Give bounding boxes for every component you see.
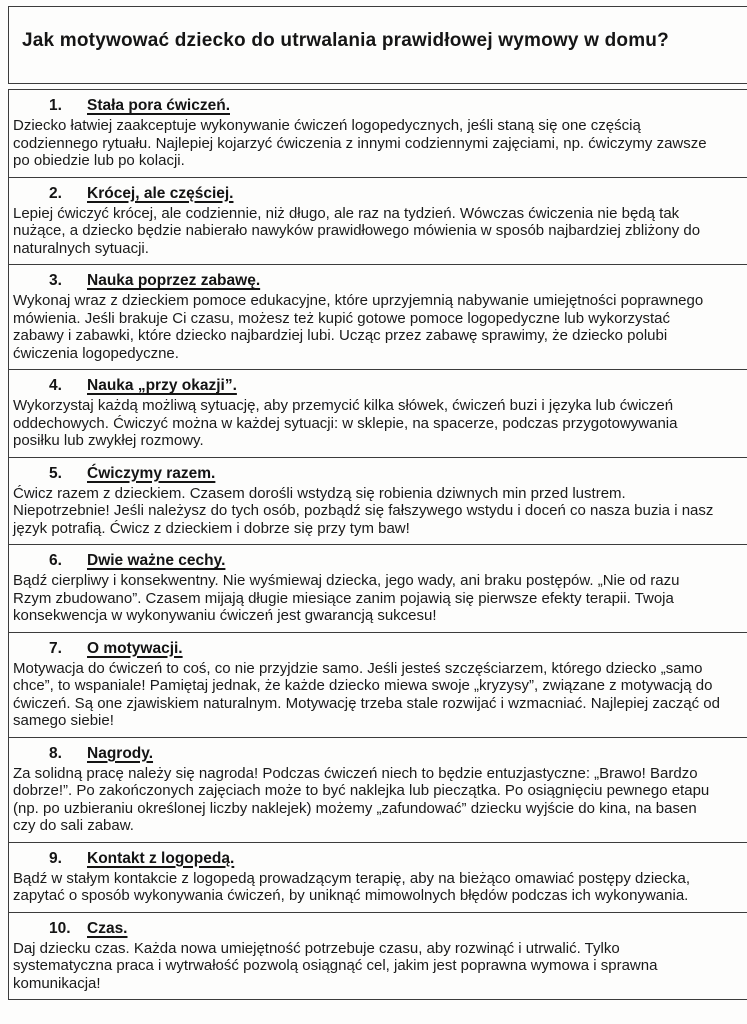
tip-section (9, 737, 747, 842)
tip-body: Daj dziecku czas. Każda nowa umiejętność potrzebuje czasu, aby rozwinąć i utrwalić. Tylko systematyczna praca i wytrwałość pozwolą osiągnąć cel, jakim jest poprawna wymowa i sprawna komunikacja! (13, 939, 658, 992)
tip-section (9, 912, 747, 1000)
tip-number: 2. (49, 184, 62, 202)
tip-body: Bądź w stałym kontakcie z logopedą prowadzącym terapię, aby na bieżąco omawiać postępy dziecka, zapytać o sposób wykonywania ćwiczeń, by uniknąć mimowolnych błędów podczas ich wykonywania. (13, 869, 691, 904)
tip-title: Kontakt z logopedą. (87, 849, 235, 867)
tip-number: 5. (49, 464, 62, 482)
tips-list (8, 89, 747, 1000)
tip-number: 1. (49, 97, 62, 114)
tip-body: Lepiej ćwiczyć krócej, ale codziennie, niż długo, ale raz na tydzień. Wówczas ćwiczenia nie będą tak nużące, a dziecko będzie nabierało nawyków prawidłowego mówienia w sposób najbardziej zbliżony do naturalnych sytuacji. (13, 204, 701, 257)
tip-heading (13, 744, 720, 763)
tip-section (9, 264, 747, 369)
tip-body: Wykonaj wraz z dzieckiem pomoce edukacyjne, które uprzyjemnią nabywanie umiejętności poprawnego mówienia. Jeśli brakuje Ci czasu, możesz też kupić gotowe pomoce logopedyczne lub wykorzystać zabawy i zabawki, które dziecko najbardziej lubi. Ucząc przez zabawę sprawimy, że dziecko polubi ćwiczenia logopedyczne. (13, 292, 704, 362)
page-title: Jak motywować dziecko do utrwalania prawidłowej wymowy w domu? (22, 30, 669, 51)
tip-section (9, 369, 747, 457)
tip-title: Ćwiczymy razem. (87, 464, 216, 482)
tip-heading (13, 376, 720, 395)
tip-heading (13, 919, 720, 938)
tip-title: Nagrody. (87, 744, 154, 762)
tip-section (9, 544, 747, 632)
tip-body: Motywacja do ćwiczeń to coś, co nie przyjdzie samo. Jeśli jesteś szczęściarzem, którego dziecko „samo chce”, to wspaniale! Pamiętaj jednak, że każde dziecko miewa swoje „kryzysy”, związane z motywacją do ćwiczeń. Są one zjawiskiem naturalnym. Motywację trzeba stale rozwijać i wzmacniać. Najlepiej zacząć od samego siebie! (13, 659, 720, 729)
tip-number: 10. (49, 919, 71, 937)
tip-title: Dwie ważne cechy. (87, 552, 226, 569)
tip-number: 4. (49, 377, 62, 394)
tip-body: Ćwicz razem z dzieckiem. Czasem dorośli wstydzą się robienia dziwnych min przed lustrem. Niepotrzebnie! Jeśli należysz do tych osób, pozbądź się fałszywego wstydu i doceń co nasza buzia i nasz język potrafią. Ćwicz z dzieckiem i dobrze się przy tym baw! (13, 484, 714, 537)
tip-number: 6. (49, 552, 62, 569)
tip-section (9, 632, 747, 737)
tip-body: Wykorzystaj każdą możliwą sytuację, aby przemycić kilka słówek, ćwiczeń buzi i języka lub ćwiczeń oddechowych. Ćwiczyć można w każdej sytuacji: w sklepie, na spacerze, podczas przygotowywania posiłku lub zwykłej rozmowy. (13, 397, 678, 449)
tip-title: Stała pora ćwiczeń. (87, 97, 230, 114)
tip-number: 7. (49, 639, 62, 657)
tip-title: Czas. (87, 919, 128, 937)
tip-heading (13, 551, 720, 570)
tip-number: 8. (49, 744, 62, 762)
tip-body: Dziecko łatwiej zaakceptuje wykonywanie ćwiczeń logopedycznych, jeśli staną się one częścią codziennego rytuału. Najlepiej kojarzyć ćwiczenia z innymi codziennymi zajęciami, np. ćwiczymy zawsze po obiedzie lub po kolacji. (13, 117, 707, 169)
tip-section (9, 457, 747, 545)
tip-heading (13, 849, 720, 868)
tip-heading (13, 184, 720, 203)
tip-section (9, 842, 747, 912)
tip-title: Krócej, ale częściej. (87, 184, 234, 202)
tip-number: 9. (49, 849, 62, 867)
tip-heading (13, 271, 720, 290)
tip-number: 3. (49, 272, 62, 289)
tip-heading (13, 639, 720, 658)
tip-heading (13, 96, 720, 115)
tip-title: Nauka poprzez zabawę. (87, 272, 261, 289)
tip-title: O motywacji. (87, 639, 183, 657)
tip-section (9, 90, 747, 177)
tip-heading (13, 464, 720, 483)
tip-title: Nauka „przy okazji”. (87, 377, 237, 394)
tip-section (9, 177, 747, 265)
document-title-box (8, 6, 747, 84)
tip-body: Bądź cierpliwy i konsekwentny. Nie wyśmiewaj dziecka, jego wady, ani braku postępów. „Nie od razu Rzym zbudowano”. Czasem mijają długie miesiące zanim pojawią się pierwsze efekty terapii. Twoja konsekwencja w wykonywaniu ćwiczeń jest gwarancją sukcesu! (13, 572, 680, 624)
tip-body: Za solidną pracę należy się nagroda! Podczas ćwiczeń niech to będzie entuzjastyczne: „Brawo! Bardzo dobrze!”. Po zakończonych zajęciach może to być naklejka lub pieczątka. Po osiągnięciu pewnego etapu (np. po uzbieraniu określonej liczby naklejek) możemy „zafundować” dziecku wyjście do kina, na basen czy do sali zabaw. (13, 764, 710, 834)
